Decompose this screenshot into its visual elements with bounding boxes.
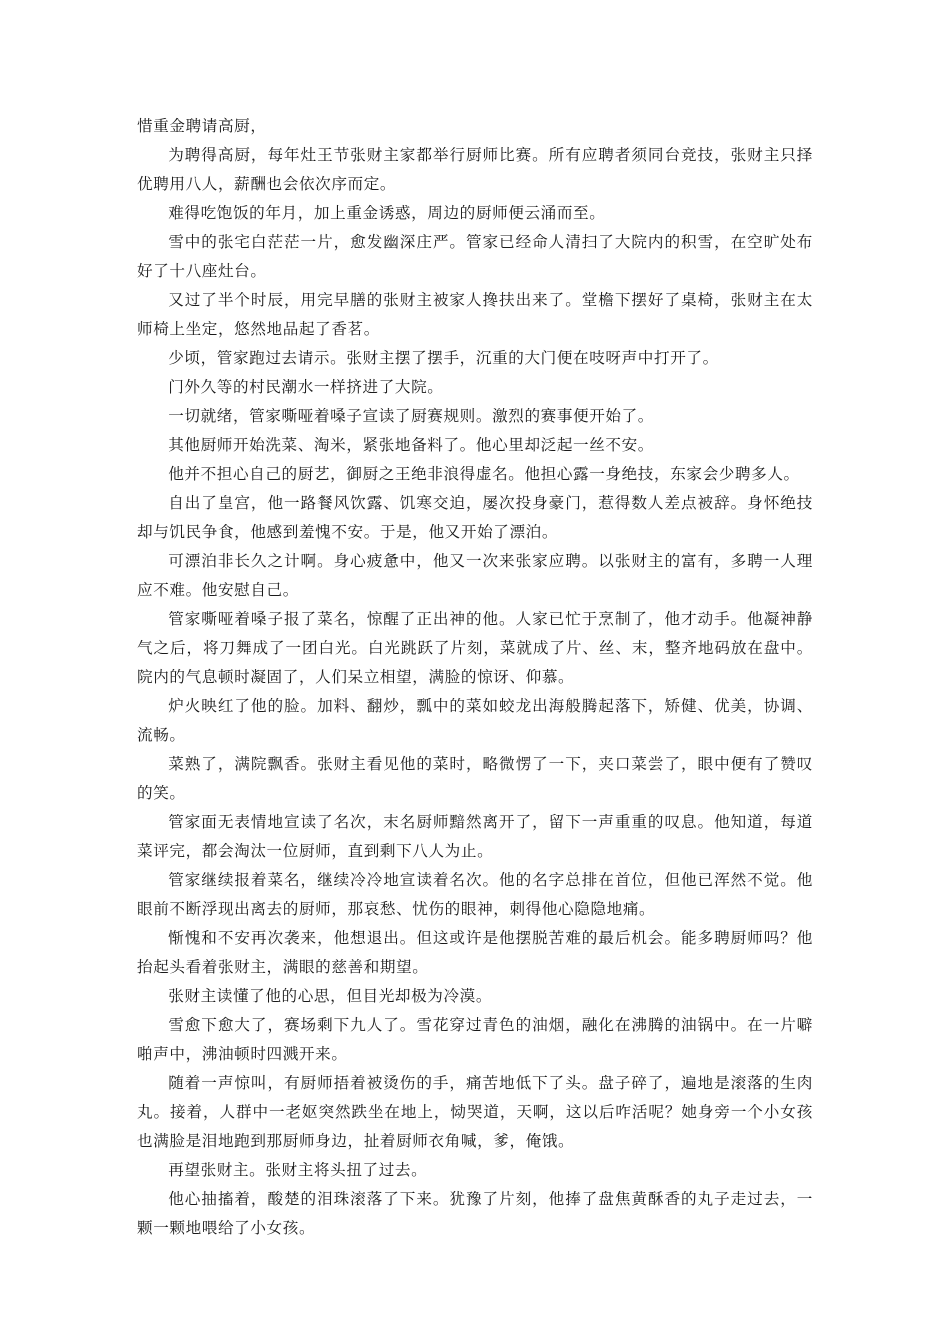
continued-paragraph: 惜重金聘请高厨，	[137, 117, 267, 135]
story-paragraph: 张财主读懂了他的心思，但目光却极为冷漠。	[168, 987, 493, 1005]
story-paragraph: 惭愧和不安再次袭来，他想退出。但这或许是他摆脱苦难的最后机会。能多聘厨师吗？他抬起头看着张财主，满眼的慈善和期望。	[137, 929, 813, 976]
story-paragraph: 菜熟了，满院飘香。张财主看见他的菜时，略微愣了一下，夹口菜尝了，眼中便有了赞叹的笑。	[137, 755, 813, 802]
story-paragraph: 为聘得高厨，每年灶王节张财主家都举行厨师比赛。所有应聘者须同台竞技，张财主只择优聘用八人，薪酬也会依次序而定。	[137, 146, 813, 193]
story-paragraph: 再望张财主。张财主将头扭了过去。	[168, 1161, 428, 1179]
story-paragraph: 管家嘶哑着嗓子报了菜名，惊醒了正出神的他。人家已忙于烹制了，他才动手。他凝神静气之后，将刀舞成了一团白光。白光跳跃了片刻，菜就成了片、丝、末，整齐地码放在盘中。院内的气息顿时凝固了，人们呆立相望，满脸的惊讶、仰慕。	[137, 610, 813, 686]
story-paragraph: 他心抽搐着，酸楚的泪珠滚落了下来。犹豫了片刻，他捧了盘焦黄酥香的丸子走过去，一颗一颗地喂给了小女孩。	[137, 1190, 813, 1237]
story-paragraph: 少顷，管家跑过去请示。张财主摆了摆手，沉重的大门便在吱呀声中打开了。	[168, 349, 719, 367]
story-paragraph: 其他厨师开始洗菜、淘米，紧张地备料了。他心里却泛起一丝不安。	[168, 436, 655, 454]
story-paragraph: 他并不担心自己的厨艺，御厨之王绝非浪得虚名。他担心露一身绝技，东家会少聘多人。	[168, 465, 800, 483]
story-paragraph: 管家面无表情地宣读了名次，末名厨师黯然离开了，留下一声重重的叹息。他知道，每道菜评完，都会淘汰一位厨师，直到剩下八人为止。	[137, 813, 813, 860]
story-paragraph: 自出了皇宫，他一路餐风饮露、饥寒交迫，屡次投身豪门，惹得数人差点被辞。身怀绝技却与饥民争食，他感到羞愧不安。于是，他又开始了漂泊。	[137, 494, 813, 541]
story-paragraph: 炉火映红了他的脸。加料、翻炒，瓢中的菜如蛟龙出海般腾起落下，矫健、优美，协调、流畅。	[137, 697, 813, 744]
story-paragraph: 一切就绪，管家嘶哑着嗓子宣读了厨赛规则。激烈的赛事便开始了。	[168, 407, 655, 425]
story-paragraph: 雪中的张宅白茫茫一片，愈发幽深庄严。管家已经命人清扫了大院内的积雪，在空旷处布好了十八座灶台。	[137, 233, 813, 280]
story-paragraph: 管家继续报着菜名，继续冷冷地宣读着名次。他的名字总排在首位，但他已浑然不觉。他眼前不断浮现出离去的厨师，那哀愁、忧伤的眼神，刺得他心隐隐地痛。	[137, 871, 813, 918]
story-paragraph: 可漂泊非长久之计啊。身心疲惫中，他又一次来张家应聘。以张财主的富有，多聘一人理应不难。他安慰自己。	[137, 552, 813, 599]
story-paragraph: 难得吃饱饭的年月，加上重金诱惑，周边的厨师便云涌而至。	[168, 204, 606, 222]
story-paragraph: 又过了半个时辰，用完早膳的张财主被家人搀扶出来了。堂檐下摆好了桌椅，张财主在太师椅上坐定，悠然地品起了香茗。	[137, 291, 813, 338]
story-paragraph: 门外久等的村民潮水一样挤进了大院。	[168, 378, 444, 396]
story-text-column	[137, 112, 813, 1243]
story-paragraph: 随着一声惊叫，有厨师捂着被烫伤的手，痛苦地低下了头。盘子碎了，遍地是滚落的生肉丸。接着，人群中一老妪突然跌坐在地上，恸哭道，天啊，这以后咋活呢？她身旁一个小女孩也满脸是泪地跑到那厨师身边，扯着厨师衣角喊，爹，俺饿。	[137, 1074, 813, 1150]
story-paragraph: 雪愈下愈大了，赛场剩下九人了。雪花穿过青色的油烟，融化在沸腾的油锅中。在一片噼啪声中，沸油顿时四溅开来。	[137, 1016, 813, 1063]
